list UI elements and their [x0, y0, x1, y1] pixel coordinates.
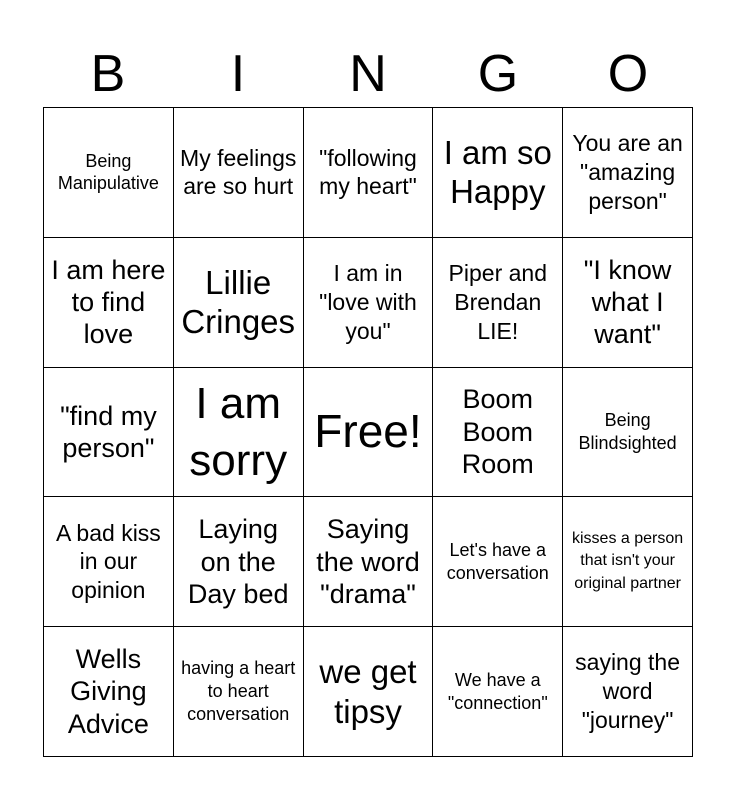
- bingo-cell[interactable]: We have a "connection": [433, 627, 563, 757]
- bingo-cell[interactable]: Wells Giving Advice: [44, 627, 174, 757]
- bingo-cell[interactable]: You are an "amazing person": [563, 108, 693, 238]
- bingo-cell[interactable]: I am in "love with you": [304, 238, 434, 368]
- bingo-cell[interactable]: Piper and Brendan LIE!: [433, 238, 563, 368]
- header-letter-n: N: [349, 45, 387, 103]
- bingo-cell[interactable]: "following my heart": [304, 108, 434, 238]
- bingo-board: [43, 107, 693, 757]
- bingo-header: [43, 44, 693, 104]
- header-letter-b: B: [90, 45, 126, 103]
- bingo-cell[interactable]: kisses a person that isn't your original partner: [563, 497, 693, 627]
- bingo-cell[interactable]: Boom Boom Room: [433, 368, 563, 498]
- header-letter-i: I: [230, 45, 246, 103]
- bingo-cell[interactable]: Laying on the Day bed: [174, 497, 304, 627]
- bingo-cell[interactable]: Being Blindsighted: [563, 368, 693, 498]
- bingo-cell[interactable]: A bad kiss in our opinion: [44, 497, 174, 627]
- bingo-cell[interactable]: saying the word "journey": [563, 627, 693, 757]
- bingo-cell[interactable]: Lillie Cringes: [174, 238, 304, 368]
- bingo-cell[interactable]: I am sorry: [174, 368, 304, 498]
- bingo-cell[interactable]: "I know what I want": [563, 238, 693, 368]
- bingo-cell[interactable]: having a heart to heart conversation: [174, 627, 304, 757]
- bingo-cell[interactable]: My feelings are so hurt: [174, 108, 304, 238]
- bingo-cell[interactable]: I am so Happy: [433, 108, 563, 238]
- bingo-cell[interactable]: Saying the word "drama": [304, 497, 434, 627]
- header-letter-o: O: [607, 45, 649, 103]
- free-space-cell[interactable]: Free!: [304, 368, 434, 498]
- bingo-cell[interactable]: Being Manipulative: [44, 108, 174, 238]
- bingo-cell[interactable]: "find my person": [44, 368, 174, 498]
- bingo-cell[interactable]: I am here to find love: [44, 238, 174, 368]
- bingo-cell[interactable]: Let's have a conversation: [433, 497, 563, 627]
- header-letter-g: G: [477, 45, 519, 103]
- bingo-cell[interactable]: we get tipsy: [304, 627, 434, 757]
